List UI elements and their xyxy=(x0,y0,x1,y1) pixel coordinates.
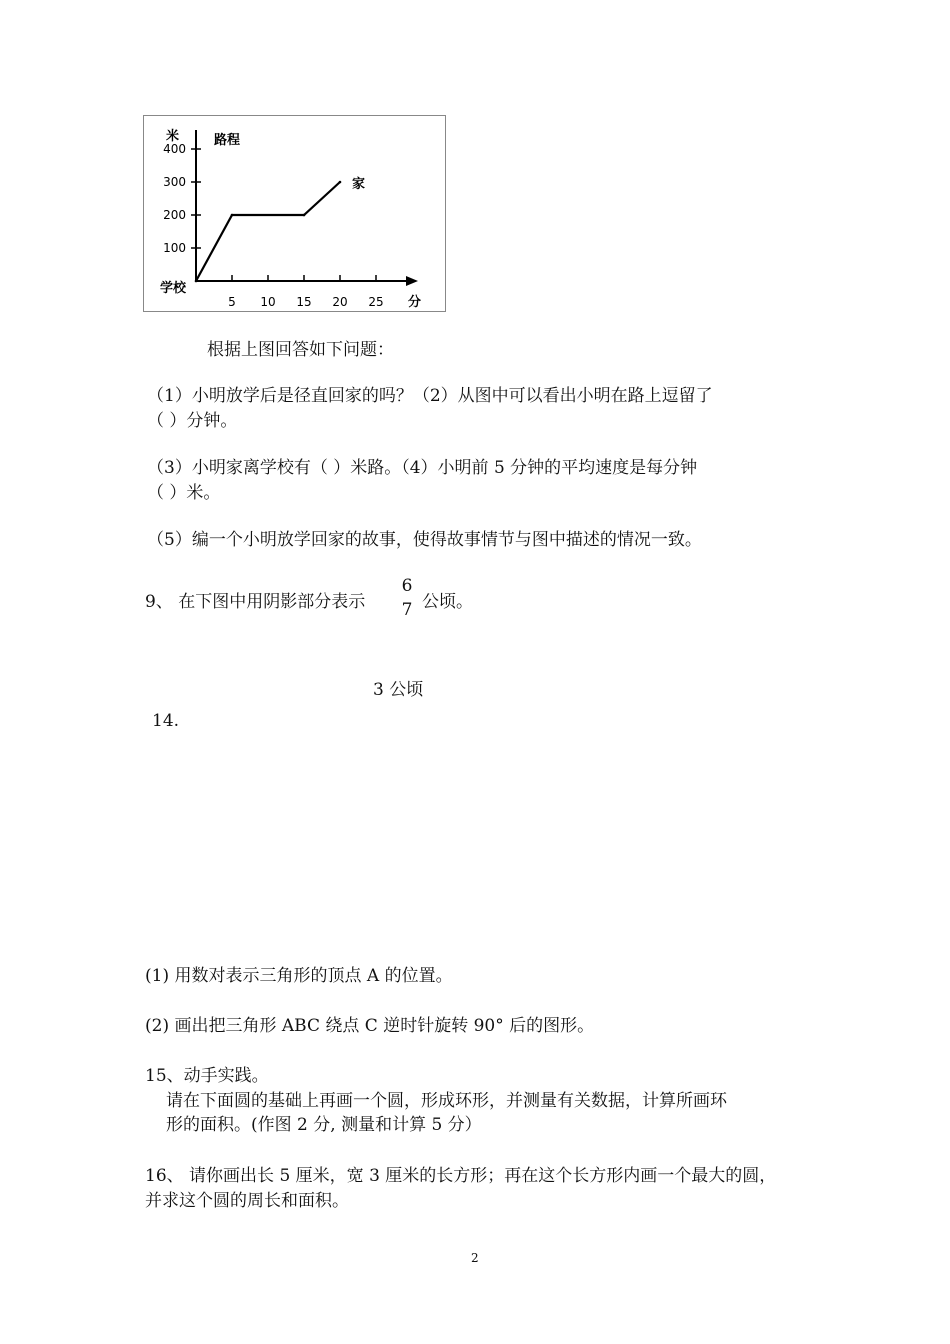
question-1-line1: （1）小明放学后是径直回家的吗？（2）从图中可以看出小明在路上逗留了 xyxy=(147,386,713,406)
y-tick-label: 200 xyxy=(163,208,186,222)
data-point xyxy=(195,280,198,283)
x-unit-label: 分 xyxy=(408,295,422,310)
y-tick-label: 300 xyxy=(163,175,186,189)
fraction-numerator: 6 xyxy=(401,576,413,596)
question-3-line2: （ ）米。 xyxy=(147,483,221,503)
y-tick-label: 400 xyxy=(163,142,186,156)
area-label: 3 公顷 xyxy=(373,680,424,700)
x-tick-label: 25 xyxy=(368,295,384,309)
page-number: 2 xyxy=(471,1251,479,1265)
intro-text: 根据上图回答如下问题： xyxy=(207,340,394,360)
x-tick-label: 20 xyxy=(332,295,348,309)
chart-svg xyxy=(144,116,447,313)
x-axis-arrow xyxy=(406,276,418,286)
question-1-line2: （ ）分钟。 xyxy=(147,411,238,431)
question-15-title: 15、动手实践。 xyxy=(145,1066,269,1086)
question-14-number: 14. xyxy=(152,711,180,731)
question-14-part1: (1) 用数对表示三角形的顶点 A 的位置。 xyxy=(145,966,453,986)
data-point xyxy=(303,214,306,217)
y-title-label: 路程 xyxy=(214,133,241,148)
data-point xyxy=(231,214,234,217)
question-16-line1: 16、 请你画出长 5 厘米，宽 3 厘米的长方形；再在这个长方形内画一个最大的圆， xyxy=(145,1166,777,1186)
series-line xyxy=(196,182,340,281)
distance-time-chart xyxy=(143,115,446,312)
y-tick-label: 100 xyxy=(163,241,186,255)
end-label: 家 xyxy=(352,177,366,192)
x-tick-label: 15 xyxy=(296,295,312,309)
question-5: （5）编一个小明放学回家的故事，使得故事情节与图中描述的情况一致。 xyxy=(147,530,702,550)
data-point xyxy=(339,181,342,184)
x-tick-label: 10 xyxy=(260,295,276,309)
question-16-line2: 并求这个圆的周长和面积。 xyxy=(145,1191,349,1211)
origin-label: 学校 xyxy=(160,281,187,296)
y-unit-label: 米 xyxy=(166,129,180,144)
question-15-line2: 形的面积。(作图 2 分, 测量和计算 5 分） xyxy=(166,1115,482,1135)
question-14-part2: (2) 画出把三角形 ABC 绕点 C 逆时针旋转 90° 后的图形。 xyxy=(145,1016,595,1036)
x-tick-label: 5 xyxy=(228,295,236,309)
question-9-suffix: 公顷。 xyxy=(422,592,473,612)
question-3-line1: （3）小明家离学校有（ ）米路。（4）小明前 5 分钟的平均速度是每分钟 xyxy=(147,458,698,478)
question-9-prefix: 9、 在下图中用阴影部分表示 xyxy=(145,592,366,612)
fraction-denominator: 7 xyxy=(401,600,413,620)
question-15-line1: 请在下面圆的基础上再画一个圆，形成环形，并测量有关数据，计算所画环 xyxy=(166,1091,727,1111)
